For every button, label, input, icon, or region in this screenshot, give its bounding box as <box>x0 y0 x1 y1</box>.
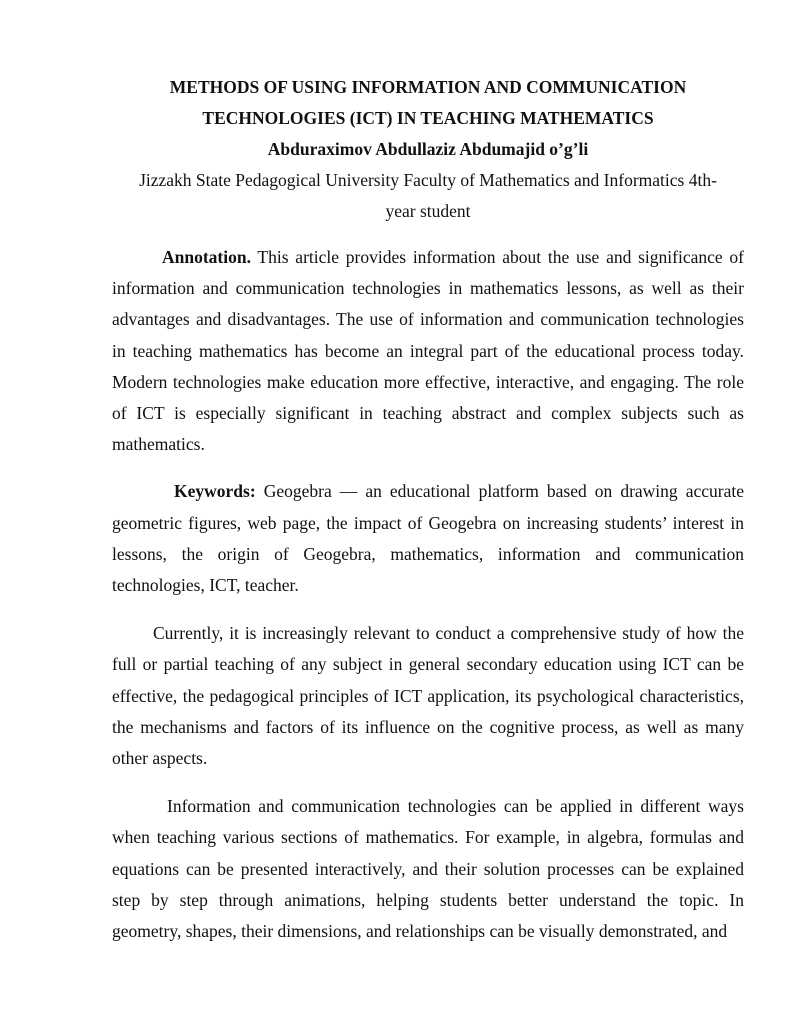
annotation-paragraph <box>112 242 744 460</box>
keywords-label: Keywords: <box>174 481 256 502</box>
body-paragraph: Currently, it is increasingly relevant to conduct a comprehensive study of how the full or partial teaching of any subject in general secondary education using ICT can be effective, the pedagogical principles of ICT application, its psychological characteristics, the mechanisms and factors of its influence on the cognitive process, as well as many other aspects. <box>112 623 744 769</box>
author-name: Abduraximov Abdullaziz Abdumajid o’g’li <box>267 139 589 159</box>
keywords-text: Geogebra — an educational platform based on drawing accurate geometric figures, web page, the impact of Geogebra on increasing students’ interest in lessons, the origin of Geogebra, mathematics, information and communication technologies, ICT, teacher. <box>112 481 744 596</box>
body-paragraph: Information and communication technologies can be applied in different ways when teaching various sections of mathematics. For example, in algebra, formulas and equations can be presented interactively, and their solution processes can be explained step by step through animations, helping students better understand the topic. In geometry, shapes, their dimensions, and relationships can be visually demonstrated, and <box>112 796 744 942</box>
title-line-1: METHODS OF USING INFORMATION AND COMMUNICATION <box>169 77 687 97</box>
title-line-2: TECHNOLOGIES (ICT) IN TEACHING MATHEMATICS <box>202 108 654 128</box>
annotation-text: This article provides information about the use and significance of information and communication technologies in mathematics lessons, as well as their advantages and disadvantages. The use of information and communication technologies in teaching mathematics has become an integral part of the educational process today. Modern technologies make education more effective, interactive, and engaging. The role of ICT is especially significant in teaching abstract and complex subjects such as mathematics. <box>112 247 744 455</box>
affiliation-line-2: year student <box>385 201 471 221</box>
annotation-label: Annotation. <box>162 247 251 267</box>
affiliation-line-1: Jizzakh State Pedagogical University Faculty of Mathematics and Informatics 4th- <box>139 170 717 190</box>
keywords-paragraph <box>112 476 744 601</box>
document-page <box>112 72 744 947</box>
